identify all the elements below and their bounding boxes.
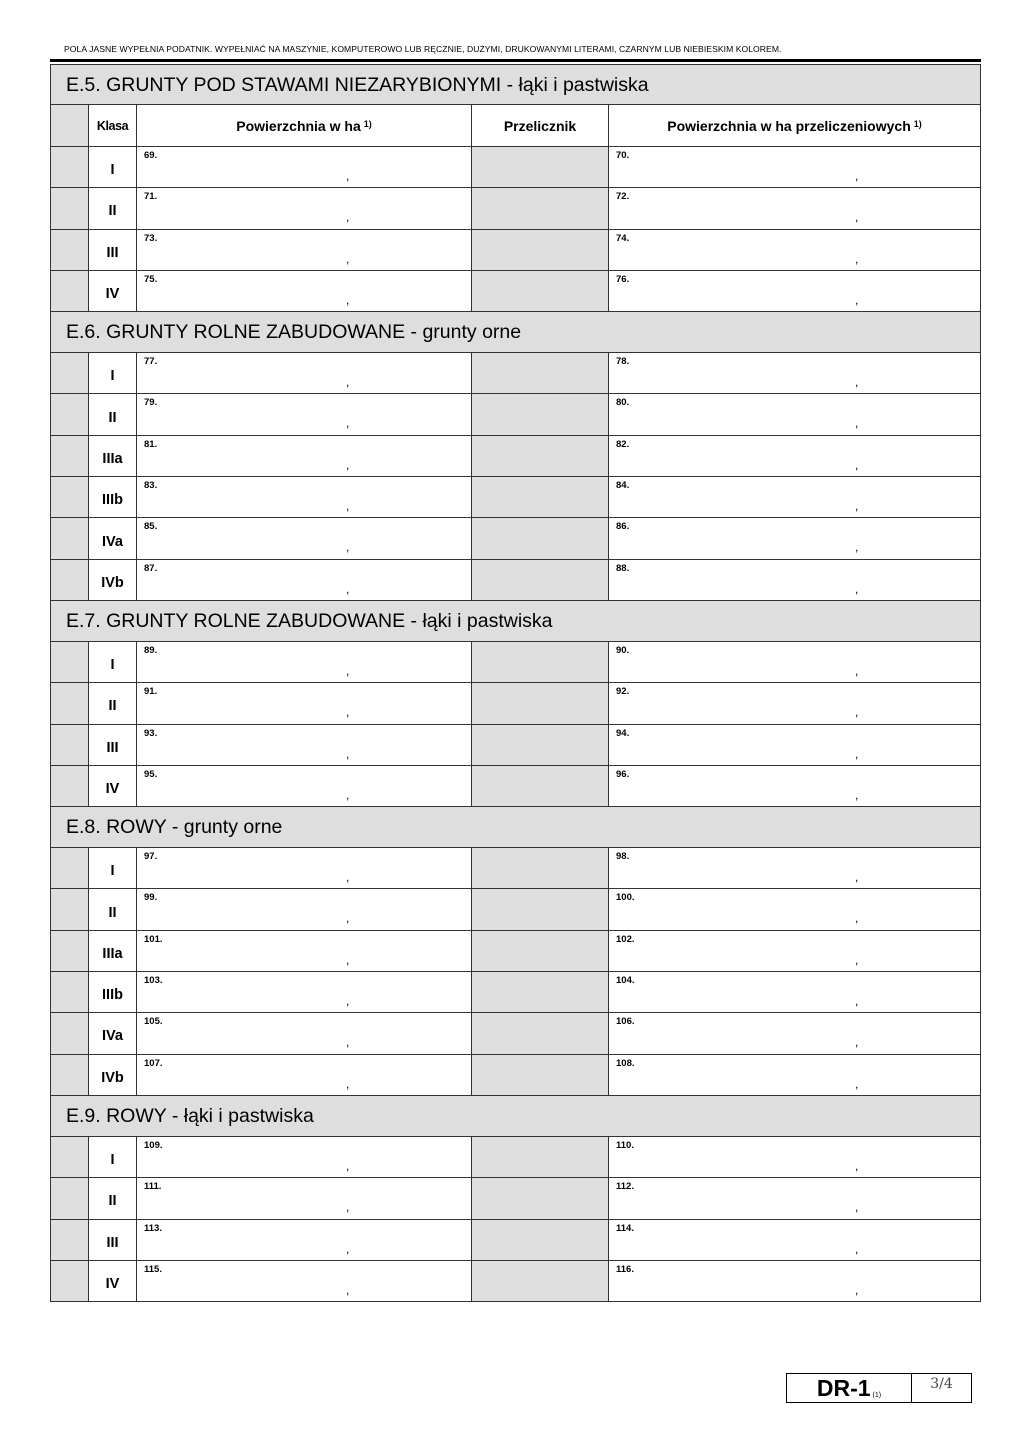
decimal-comma: , <box>855 663 859 678</box>
table-row <box>50 394 981 435</box>
column-header-converted-label: Powierzchnia w ha przeliczeniowych <box>667 117 911 134</box>
converted-area-field[interactable] <box>609 972 980 1012</box>
converter-cell <box>472 394 609 434</box>
decimal-comma: , <box>855 1158 859 1173</box>
area-field[interactable] <box>137 394 472 434</box>
decimal-comma: , <box>855 375 859 390</box>
field-number: 76. <box>616 273 630 285</box>
decimal-comma: , <box>346 457 350 472</box>
area-field[interactable] <box>137 1013 472 1053</box>
converter-cell <box>472 477 609 517</box>
class-label: IIIb <box>88 972 137 1012</box>
row-gutter <box>51 642 88 682</box>
decimal-comma: , <box>855 251 859 266</box>
area-field[interactable] <box>137 436 472 476</box>
area-field[interactable] <box>137 1137 472 1177</box>
field-number: 110. <box>616 1139 634 1151</box>
row-gutter <box>51 271 88 311</box>
converted-area-field[interactable] <box>609 1013 980 1053</box>
table-row <box>50 1220 981 1261</box>
decimal-comma: , <box>346 746 350 761</box>
area-field[interactable] <box>137 188 472 228</box>
class-label: II <box>88 188 137 228</box>
converter-cell <box>472 848 609 888</box>
header-rule <box>50 59 981 62</box>
field-number: 86. <box>616 521 630 533</box>
converter-cell <box>472 889 609 929</box>
field-number: 79. <box>144 397 158 409</box>
header-instruction-note: POLA JASNE WYPEŁNIA PODATNIK. WYPEŁNIAĆ NA MASZYNIE, KOMPUTEROWO LUB RĘCZNIE, DUŻYMI, DRUKOWANYMI LITERAMI, CZARNYM LUB NIEBIESKIM KOLOREM. <box>64 44 782 54</box>
decimal-comma: , <box>855 210 859 225</box>
field-number: 105. <box>144 1016 163 1028</box>
converter-cell <box>472 642 609 682</box>
table-row <box>50 230 981 271</box>
class-label: II <box>88 683 137 723</box>
footnote-marker: 1) <box>913 118 922 129</box>
field-number: 104. <box>616 975 635 987</box>
form-code-label: DR-1 <box>816 1374 871 1401</box>
field-number: 98. <box>616 851 630 863</box>
form-version: (1) <box>872 1391 882 1399</box>
converted-area-field[interactable] <box>609 353 980 393</box>
section-header <box>50 64 981 105</box>
row-gutter <box>51 972 88 1012</box>
field-number: 96. <box>616 768 630 780</box>
converted-area-field[interactable] <box>609 848 980 888</box>
converted-area-field[interactable] <box>609 642 980 682</box>
class-label: IV <box>88 271 137 311</box>
row-gutter <box>51 1137 88 1177</box>
area-field[interactable] <box>137 230 472 270</box>
field-number: 77. <box>144 356 158 368</box>
converter-cell <box>472 683 609 723</box>
table-row <box>50 353 981 394</box>
class-label: IVb <box>88 1055 137 1095</box>
field-number: 90. <box>616 644 630 656</box>
class-label: III <box>88 725 137 765</box>
converter-cell <box>472 230 609 270</box>
converted-area-field[interactable] <box>609 1178 980 1218</box>
field-number: 112. <box>616 1181 634 1193</box>
area-field[interactable] <box>137 642 472 682</box>
field-number: 82. <box>616 438 630 450</box>
table-row <box>50 766 981 807</box>
field-number: 94. <box>616 727 630 739</box>
converter-cell <box>472 1178 609 1218</box>
table-row <box>50 1137 981 1178</box>
area-field[interactable] <box>137 683 472 723</box>
area-field[interactable] <box>137 560 472 600</box>
class-label: I <box>88 848 137 888</box>
field-number: 103. <box>144 975 163 987</box>
field-number: 91. <box>144 686 158 698</box>
section-title: E.6. GRUNTY ROLNE ZABUDOWANE - grunty orne <box>66 321 522 344</box>
field-number: 85. <box>144 521 158 533</box>
row-gutter <box>51 394 88 434</box>
table-row <box>50 889 981 930</box>
decimal-comma: , <box>346 1158 350 1173</box>
decimal-comma: , <box>346 292 350 307</box>
field-number: 92. <box>616 686 630 698</box>
field-number: 115. <box>144 1263 162 1275</box>
table-row <box>50 1055 981 1096</box>
converter-cell <box>472 1013 609 1053</box>
decimal-comma: , <box>855 457 859 472</box>
converted-area-field[interactable] <box>609 188 980 228</box>
decimal-comma: , <box>855 870 859 885</box>
decimal-comma: , <box>346 251 350 266</box>
decimal-comma: , <box>346 1241 350 1256</box>
field-number: 75. <box>144 273 158 285</box>
converted-area-field[interactable] <box>609 147 980 187</box>
converted-area-field[interactable] <box>609 1220 980 1260</box>
field-number: 111. <box>144 1181 162 1193</box>
section-header <box>50 1096 981 1137</box>
table-row <box>50 642 981 683</box>
row-gutter <box>51 1220 88 1260</box>
field-number: 109. <box>144 1139 163 1151</box>
decimal-comma: , <box>855 499 859 514</box>
converter-cell <box>472 1220 609 1260</box>
decimal-comma: , <box>855 1076 859 1091</box>
field-number: 101. <box>144 933 163 945</box>
class-label: IV <box>88 766 137 806</box>
class-label: IIIa <box>88 436 137 476</box>
field-number: 87. <box>144 562 158 574</box>
class-label: II <box>88 394 137 434</box>
converted-area-field[interactable] <box>609 230 980 270</box>
converted-area-field[interactable] <box>609 518 980 558</box>
converter-cell <box>472 353 609 393</box>
section-header <box>50 601 981 642</box>
field-number: 102. <box>616 933 635 945</box>
area-field[interactable] <box>137 1220 472 1260</box>
row-gutter <box>51 560 88 600</box>
converted-area-field[interactable] <box>609 1137 980 1177</box>
land-classification-form <box>50 64 981 1302</box>
table-row <box>50 436 981 477</box>
class-label: IVa <box>88 1013 137 1053</box>
page-number: 3/4 <box>930 1376 953 1392</box>
converter-cell <box>472 931 609 971</box>
decimal-comma: , <box>346 540 350 555</box>
decimal-comma: , <box>855 1241 859 1256</box>
row-gutter <box>51 725 88 765</box>
decimal-comma: , <box>346 416 350 431</box>
converter-cell <box>472 560 609 600</box>
decimal-comma: , <box>346 1282 350 1297</box>
class-label: IIIa <box>88 931 137 971</box>
row-gutter <box>51 848 88 888</box>
form-footer <box>786 1373 972 1403</box>
area-field[interactable] <box>137 477 472 517</box>
converted-area-field[interactable] <box>609 436 980 476</box>
class-label: I <box>88 353 137 393</box>
converted-area-field[interactable] <box>609 725 980 765</box>
field-number: 107. <box>144 1057 163 1069</box>
column-header-converter: Przelicznik <box>472 105 609 146</box>
area-field[interactable] <box>137 1055 472 1095</box>
decimal-comma: , <box>346 911 350 926</box>
section-header <box>50 807 981 848</box>
area-field[interactable] <box>137 147 472 187</box>
form-code <box>787 1374 912 1402</box>
decimal-comma: , <box>855 952 859 967</box>
converted-area-field[interactable] <box>609 683 980 723</box>
section-title: E.8. ROWY - grunty orne <box>66 816 283 839</box>
table-row <box>50 725 981 766</box>
area-field[interactable] <box>137 271 472 311</box>
converter-cell <box>472 1137 609 1177</box>
field-number: 114. <box>616 1222 634 1234</box>
decimal-comma: , <box>346 375 350 390</box>
converted-area-field[interactable] <box>609 271 980 311</box>
row-gutter <box>51 1013 88 1053</box>
table-row <box>50 931 981 972</box>
converter-cell <box>472 436 609 476</box>
field-number: 72. <box>616 191 630 203</box>
field-number: 80. <box>616 397 630 409</box>
column-header-converted <box>609 105 980 146</box>
class-label: I <box>88 147 137 187</box>
table-row <box>50 1261 981 1302</box>
decimal-comma: , <box>346 581 350 596</box>
field-number: 70. <box>616 150 630 161</box>
column-header-area-label: Powierzchnia w ha <box>236 117 361 134</box>
field-number: 83. <box>144 480 158 492</box>
row-gutter <box>51 889 88 929</box>
converted-area-field[interactable] <box>609 477 980 517</box>
decimal-comma: , <box>346 705 350 720</box>
table-row <box>50 848 981 889</box>
converted-area-field[interactable] <box>609 931 980 971</box>
converter-cell <box>472 518 609 558</box>
section-header <box>50 312 981 353</box>
class-label: IVa <box>88 518 137 558</box>
row-gutter <box>51 1055 88 1095</box>
table-column-header <box>50 105 981 147</box>
converter-cell <box>472 725 609 765</box>
decimal-comma: , <box>855 169 859 183</box>
table-row <box>50 683 981 724</box>
row-gutter <box>51 1261 88 1301</box>
class-label: III <box>88 230 137 270</box>
field-number: 88. <box>616 562 630 574</box>
decimal-comma: , <box>855 416 859 431</box>
section-title: E.7. GRUNTY ROLNE ZABUDOWANE - łąki i pastwiska <box>66 609 553 632</box>
class-label: IVb <box>88 560 137 600</box>
field-number: 116. <box>616 1263 634 1275</box>
row-gutter <box>51 147 88 187</box>
table-row <box>50 1013 981 1054</box>
field-number: 74. <box>616 232 630 244</box>
column-header-area <box>137 105 472 146</box>
section-title: E.9. ROWY - łąki i pastwiska <box>66 1104 314 1127</box>
decimal-comma: , <box>855 581 859 596</box>
area-field[interactable] <box>137 972 472 1012</box>
decimal-comma: , <box>855 911 859 926</box>
class-label: II <box>88 889 137 929</box>
field-number: 78. <box>616 356 630 368</box>
converted-area-field[interactable] <box>609 766 980 806</box>
decimal-comma: , <box>346 210 350 225</box>
field-number: 89. <box>144 644 158 656</box>
converter-cell <box>472 1055 609 1095</box>
decimal-comma: , <box>855 1282 859 1297</box>
row-gutter <box>51 1178 88 1218</box>
converter-cell <box>472 766 609 806</box>
field-number: 113. <box>144 1222 162 1234</box>
converter-cell <box>472 188 609 228</box>
converted-area-field[interactable] <box>609 1261 980 1301</box>
field-number: 97. <box>144 851 158 863</box>
decimal-comma: , <box>855 994 859 1009</box>
column-header-klasa: Klasa <box>88 105 137 146</box>
table-row <box>50 518 981 559</box>
field-number: 95. <box>144 768 158 780</box>
area-field[interactable] <box>137 353 472 393</box>
area-field[interactable] <box>137 766 472 806</box>
decimal-comma: , <box>855 540 859 555</box>
converter-cell <box>472 147 609 187</box>
decimal-comma: , <box>346 1076 350 1091</box>
field-number: 84. <box>616 480 630 492</box>
decimal-comma: , <box>346 787 350 802</box>
area-field[interactable] <box>137 518 472 558</box>
row-gutter <box>51 683 88 723</box>
table-row <box>50 271 981 312</box>
field-number: 71. <box>144 191 158 203</box>
decimal-comma: , <box>855 705 859 720</box>
section-title: E.5. GRUNTY POD STAWAMI NIEZARYBIONYMI - łąki i pastwiska <box>66 74 649 96</box>
decimal-comma: , <box>346 994 350 1009</box>
row-gutter <box>51 105 88 146</box>
area-field[interactable] <box>137 931 472 971</box>
field-number: 99. <box>144 892 158 904</box>
field-number: 81. <box>144 438 158 450</box>
field-number: 106. <box>616 1016 635 1028</box>
class-label: IIIb <box>88 477 137 517</box>
decimal-comma: , <box>855 1035 859 1050</box>
converter-cell <box>472 1261 609 1301</box>
table-row <box>50 147 981 188</box>
decimal-comma: , <box>855 292 859 307</box>
class-label: I <box>88 642 137 682</box>
decimal-comma: , <box>346 499 350 514</box>
table-row <box>50 1178 981 1219</box>
area-field[interactable] <box>137 1178 472 1218</box>
decimal-comma: , <box>346 169 350 183</box>
footnote-marker: 1) <box>363 118 372 129</box>
field-number: 108. <box>616 1057 635 1069</box>
converted-area-field[interactable] <box>609 889 980 929</box>
class-label: II <box>88 1178 137 1218</box>
field-number: 69. <box>144 150 158 161</box>
area-field[interactable] <box>137 848 472 888</box>
decimal-comma: , <box>346 870 350 885</box>
converter-cell <box>472 972 609 1012</box>
row-gutter <box>51 353 88 393</box>
field-number: 100. <box>616 892 635 904</box>
converter-cell <box>472 271 609 311</box>
decimal-comma: , <box>346 1035 350 1050</box>
decimal-comma: , <box>855 1200 859 1215</box>
converted-area-field[interactable] <box>609 394 980 434</box>
class-label: I <box>88 1137 137 1177</box>
row-gutter <box>51 766 88 806</box>
row-gutter <box>51 188 88 228</box>
decimal-comma: , <box>346 1200 350 1215</box>
converted-area-field[interactable] <box>609 560 980 600</box>
table-row <box>50 560 981 601</box>
table-row <box>50 188 981 229</box>
decimal-comma: , <box>346 952 350 967</box>
row-gutter <box>51 931 88 971</box>
table-row <box>50 477 981 518</box>
decimal-comma: , <box>855 787 859 802</box>
decimal-comma: , <box>855 746 859 761</box>
table-row <box>50 972 981 1013</box>
row-gutter <box>51 436 88 476</box>
class-label: III <box>88 1220 137 1260</box>
area-field[interactable] <box>137 725 472 765</box>
converted-area-field[interactable] <box>609 1055 980 1095</box>
area-field[interactable] <box>137 889 472 929</box>
decimal-comma: , <box>346 663 350 678</box>
row-gutter <box>51 477 88 517</box>
class-label: IV <box>88 1261 137 1301</box>
area-field[interactable] <box>137 1261 472 1301</box>
field-number: 73. <box>144 232 158 244</box>
field-number: 93. <box>144 727 158 739</box>
row-gutter <box>51 230 88 270</box>
row-gutter <box>51 518 88 558</box>
